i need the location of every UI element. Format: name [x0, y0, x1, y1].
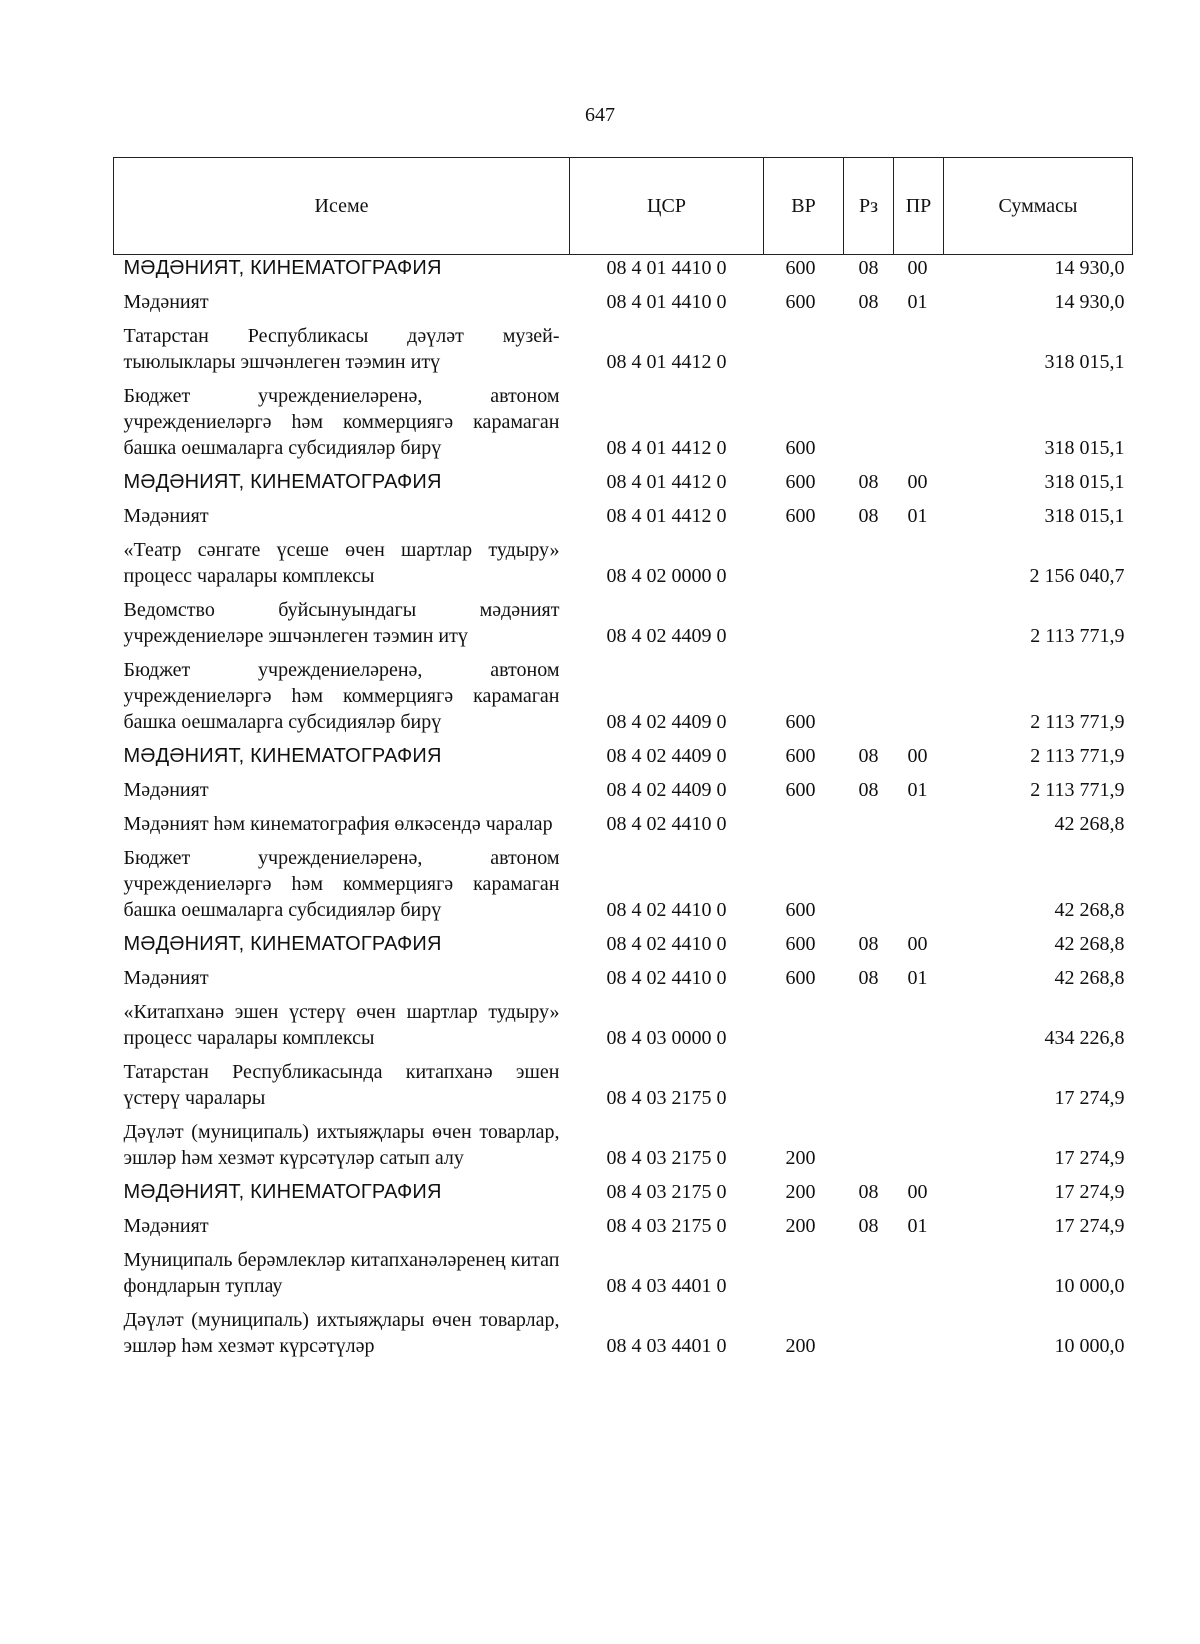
table-row — [114, 315, 1133, 375]
cell-pr: 00 — [907, 745, 928, 767]
cell-pr — [894, 837, 944, 923]
cell-csr: 08 4 03 4401 0 — [606, 1275, 727, 1297]
cell-pr: 01 — [907, 967, 928, 989]
cell-name: МӘДӘНИЯТ, КИНЕМАТОГРАФИЯ — [123, 933, 442, 955]
cell-rz: 08 — [858, 745, 879, 767]
cell-name: Татарстан Республикасы дәүләт музей-тыюлыклары эшчәнлеген тәэмин итү — [123, 325, 560, 373]
cell-sum: 2 156 040,7 — [1029, 565, 1125, 587]
cell-pr: 01 — [907, 291, 928, 313]
cell-rz: 08 — [858, 257, 879, 279]
cell-pr: 01 — [907, 779, 928, 801]
table-row — [114, 803, 1133, 837]
cell-vr — [764, 529, 844, 589]
table-row — [114, 649, 1133, 735]
cell-csr: 08 4 01 4410 0 — [606, 291, 727, 313]
table-body — [114, 255, 1133, 1360]
cell-vr: 600 — [785, 505, 816, 527]
cell-rz — [844, 837, 894, 923]
cell-csr: 08 4 01 4412 0 — [606, 471, 727, 493]
cell-sum: 10 000,0 — [1054, 1335, 1125, 1357]
cell-sum: 17 274,9 — [1054, 1087, 1125, 1109]
cell-sum: 42 268,8 — [1054, 933, 1125, 955]
cell-csr: 08 4 02 4410 0 — [606, 813, 727, 835]
table-row — [114, 837, 1133, 923]
cell-vr: 600 — [785, 967, 816, 989]
cell-vr: 200 — [785, 1181, 816, 1203]
cell-vr: 200 — [785, 1335, 816, 1357]
table-header-row — [114, 158, 1133, 255]
cell-csr: 08 4 02 4410 0 — [606, 967, 727, 989]
cell-name: МӘДӘНИЯТ, КИНЕМАТОГРАФИЯ — [123, 1181, 442, 1203]
cell-vr — [764, 803, 844, 837]
table-row — [114, 589, 1133, 649]
cell-vr: 600 — [785, 291, 816, 313]
cell-sum: 10 000,0 — [1054, 1275, 1125, 1297]
cell-sum: 17 274,9 — [1054, 1181, 1125, 1203]
cell-name: Дәүләт (муниципаль) ихтыяҗлары өчен товарлар, эшләр һәм хезмәт күрсәтүләр — [123, 1309, 560, 1357]
cell-sum: 42 268,8 — [1054, 967, 1125, 989]
cell-pr — [894, 1239, 944, 1299]
cell-csr: 08 4 03 2175 0 — [606, 1087, 727, 1109]
cell-name: МӘДӘНИЯТ, КИНЕМАТОГРАФИЯ — [123, 257, 442, 279]
header-name: Исеме — [114, 158, 570, 255]
cell-rz — [844, 1239, 894, 1299]
cell-pr — [894, 1111, 944, 1171]
cell-pr: 00 — [907, 257, 928, 279]
cell-vr: 600 — [785, 257, 816, 279]
cell-pr — [894, 529, 944, 589]
cell-name: Мәдәният һәм кинематография өлкәсендә чаралар — [123, 813, 553, 835]
cell-rz: 08 — [858, 967, 879, 989]
cell-rz: 08 — [858, 471, 879, 493]
cell-csr: 08 4 02 4409 0 — [606, 745, 727, 767]
cell-vr: 600 — [785, 779, 816, 801]
cell-vr: 600 — [785, 899, 816, 921]
cell-rz: 08 — [858, 291, 879, 313]
cell-pr — [894, 803, 944, 837]
table-row — [114, 529, 1133, 589]
cell-sum: 42 268,8 — [1054, 899, 1125, 921]
cell-name: Мәдәният — [123, 779, 209, 801]
cell-name: «Театр сәнгате үсеше өчен шартлар тудыру» процесс чаралары комплексы — [123, 539, 560, 587]
cell-pr: 01 — [907, 1215, 928, 1237]
cell-rz — [844, 529, 894, 589]
cell-pr — [894, 589, 944, 649]
cell-rz — [844, 991, 894, 1051]
cell-vr: 600 — [785, 711, 816, 733]
cell-name: Мәдәният — [123, 1215, 209, 1237]
cell-rz: 08 — [858, 933, 879, 955]
cell-pr: 00 — [907, 1181, 928, 1203]
cell-csr: 08 4 02 4409 0 — [606, 625, 727, 647]
cell-name: Муниципаль берәмлекләр китапханәләренең китап фондларын туплау — [123, 1249, 560, 1297]
cell-vr — [764, 315, 844, 375]
cell-rz — [844, 803, 894, 837]
cell-pr — [894, 1051, 944, 1111]
cell-vr — [764, 1051, 844, 1111]
cell-pr — [894, 375, 944, 461]
cell-csr: 08 4 03 2175 0 — [606, 1215, 727, 1237]
header-csr: ЦСР — [570, 158, 764, 255]
cell-csr: 08 4 03 2175 0 — [606, 1181, 727, 1203]
cell-csr: 08 4 01 4410 0 — [606, 257, 727, 279]
cell-name: Мәдәният — [123, 505, 209, 527]
table-row — [114, 281, 1133, 315]
table-row — [114, 461, 1133, 495]
header-pr: ПР — [894, 158, 944, 255]
cell-rz: 08 — [858, 1181, 879, 1203]
cell-csr: 08 4 01 4412 0 — [606, 351, 727, 373]
cell-rz — [844, 649, 894, 735]
cell-csr: 08 4 02 4409 0 — [606, 779, 727, 801]
cell-sum: 14 930,0 — [1054, 291, 1125, 313]
cell-sum: 434 226,8 — [1044, 1027, 1125, 1049]
cell-vr: 200 — [785, 1147, 816, 1169]
table-row — [114, 1171, 1133, 1205]
cell-name: Бюджет учреждениеләренә, автоном учреждениеләргә һәм коммерциягә карамаган башка оешмаларга субсидияләр бирү — [123, 659, 560, 733]
cell-pr — [894, 991, 944, 1051]
cell-sum: 2 113 771,9 — [1030, 625, 1125, 647]
table-row — [114, 1111, 1133, 1171]
cell-sum: 42 268,8 — [1054, 813, 1125, 835]
cell-rz: 08 — [858, 1215, 879, 1237]
table-row — [114, 923, 1133, 957]
cell-name: Мәдәният — [123, 967, 209, 989]
cell-rz: 08 — [858, 779, 879, 801]
cell-csr: 08 4 03 4401 0 — [606, 1335, 727, 1357]
cell-sum: 318 015,1 — [1044, 351, 1125, 373]
cell-rz — [844, 1299, 894, 1359]
cell-pr: 01 — [907, 505, 928, 527]
cell-sum: 14 930,0 — [1054, 257, 1125, 279]
page-number: 647 — [585, 104, 615, 126]
cell-sum: 17 274,9 — [1054, 1147, 1125, 1169]
cell-vr: 600 — [785, 437, 816, 459]
cell-name: Татарстан Республикасында китапханә эшен үстерү чаралары — [123, 1061, 560, 1109]
cell-name: Ведомство буйсынуындагы мәдәният учреждениеләре эшчәнлеген тәэмин итү — [123, 599, 560, 647]
header-rz: Рз — [844, 158, 894, 255]
cell-csr: 08 4 02 0000 0 — [606, 565, 727, 587]
cell-vr — [764, 991, 844, 1051]
cell-csr: 08 4 01 4412 0 — [606, 437, 727, 459]
cell-name: МӘДӘНИЯТ, КИНЕМАТОГРАФИЯ — [123, 745, 442, 767]
cell-vr — [764, 589, 844, 649]
cell-vr — [764, 1239, 844, 1299]
cell-pr — [894, 1299, 944, 1359]
cell-vr: 200 — [785, 1215, 816, 1237]
cell-rz — [844, 315, 894, 375]
cell-rz — [844, 375, 894, 461]
cell-sum: 318 015,1 — [1044, 437, 1125, 459]
cell-rz: 08 — [858, 505, 879, 527]
cell-csr: 08 4 03 0000 0 — [606, 1027, 727, 1049]
table-row — [114, 1299, 1133, 1359]
cell-pr — [894, 649, 944, 735]
cell-name: Мәдәният — [123, 291, 209, 313]
cell-csr: 08 4 01 4412 0 — [606, 505, 727, 527]
cell-name: Дәүләт (муниципаль) ихтыяҗлары өчен товарлар, эшләр һәм хезмәт күрсәтүләр сатып алу — [123, 1121, 560, 1169]
cell-sum: 318 015,1 — [1044, 471, 1125, 493]
cell-name: Бюджет учреждениеләренә, автоном учреждениеләргә һәм коммерциягә карамаган башка оешмаларга субсидияләр бирү — [123, 847, 560, 921]
cell-sum: 2 113 771,9 — [1030, 745, 1125, 767]
cell-sum: 2 113 771,9 — [1030, 711, 1125, 733]
table-row — [114, 957, 1133, 991]
table-row — [114, 1205, 1133, 1239]
cell-sum: 2 113 771,9 — [1030, 779, 1125, 801]
budget-table — [113, 157, 1133, 1359]
cell-pr — [894, 315, 944, 375]
cell-pr: 00 — [907, 471, 928, 493]
table-row — [114, 991, 1133, 1051]
table-row — [114, 735, 1133, 769]
cell-vr: 600 — [785, 933, 816, 955]
table-row — [114, 769, 1133, 803]
table-row — [114, 1051, 1133, 1111]
header-sum: Суммасы — [944, 158, 1133, 255]
cell-csr: 08 4 02 4409 0 — [606, 711, 727, 733]
cell-name: Бюджет учреждениеләренә, автоном учреждениеләргә һәм коммерциягә карамаган башка оешмаларга субсидияләр бирү — [123, 385, 560, 459]
cell-csr: 08 4 02 4410 0 — [606, 933, 727, 955]
cell-rz — [844, 1111, 894, 1171]
cell-rz — [844, 1051, 894, 1111]
cell-rz — [844, 589, 894, 649]
cell-vr: 600 — [785, 745, 816, 767]
cell-sum: 17 274,9 — [1054, 1215, 1125, 1237]
cell-csr: 08 4 03 2175 0 — [606, 1147, 727, 1169]
cell-name: МӘДӘНИЯТ, КИНЕМАТОГРАФИЯ — [123, 471, 442, 493]
table-row — [114, 1239, 1133, 1299]
cell-vr: 600 — [785, 471, 816, 493]
cell-csr: 08 4 02 4410 0 — [606, 899, 727, 921]
table-row — [114, 495, 1133, 529]
cell-pr: 00 — [907, 933, 928, 955]
table-row — [114, 375, 1133, 461]
cell-sum: 318 015,1 — [1044, 505, 1125, 527]
header-vr: ВР — [764, 158, 844, 255]
table-row — [114, 255, 1133, 282]
cell-name: «Китапханә эшен үстерү өчен шартлар тудыру» процесс чаралары комплексы — [123, 1001, 560, 1049]
